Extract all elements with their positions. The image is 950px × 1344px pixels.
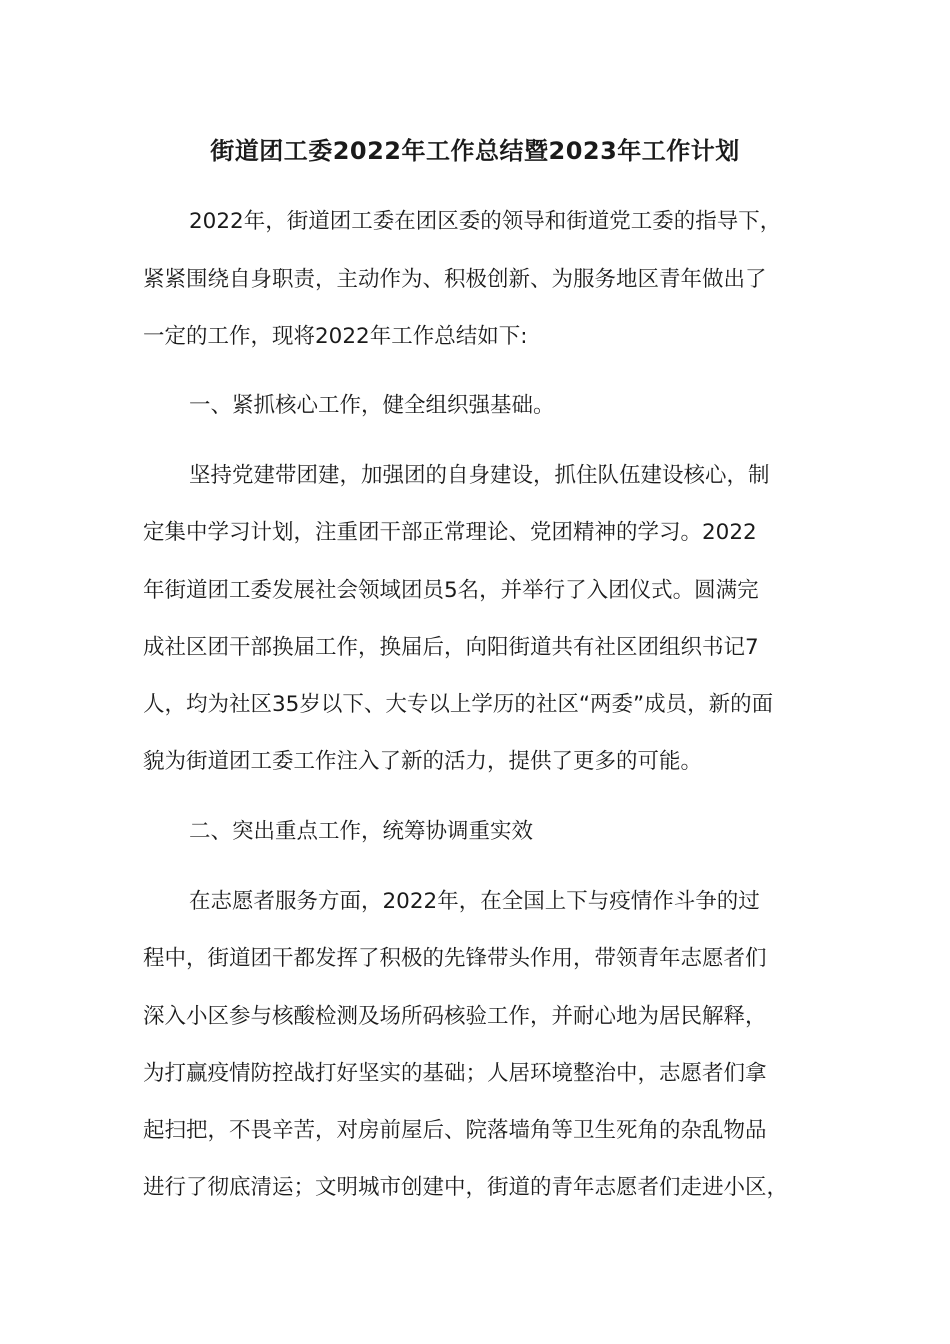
- paragraph-3-line-1: 在志愿者服务方面，2022年，在全国上下与疫情作斗争的过: [189, 889, 760, 914]
- paragraph-2-line-4: 成社区团干部换届工作，换届后，向阳街道共有社区团组织书记7: [143, 635, 759, 660]
- paragraph-1-line-1: 2022年，街道团工委在团区委的领导和街道党工委的指导下，: [189, 209, 782, 234]
- paragraph-1-line-3: 一定的工作，现将2022年工作总结如下:: [143, 324, 528, 349]
- paragraph-3-line-2: 程中，街道团干都发挥了积极的先锋带头作用，带领青年志愿者们: [143, 946, 767, 971]
- section-heading-1: 一、紧抓核心工作，健全组织强基础。: [189, 393, 555, 418]
- document-title: 街道团工委2022年工作总结暨2023年工作计划: [210, 137, 740, 165]
- paragraph-2-line-5: 人，均为社区35岁以下、大专以上学历的社区“两委”成员，新的面: [143, 692, 774, 717]
- paragraph-1-line-2: 紧紧围绕自身职责，主动作为、积极创新、为服务地区青年做出了: [143, 267, 767, 292]
- paragraph-2-line-1: 坚持党建带团建，加强团的自身建设，抓住队伍建设核心，制: [189, 463, 770, 488]
- paragraph-3-line-6: 进行了彻底清运；文明城市创建中，街道的青年志愿者们走进小区，: [143, 1175, 789, 1200]
- paragraph-2-line-3: 年街道团工委发展社会领域团员5名，并举行了入团仪式。圆满完: [143, 578, 759, 603]
- paragraph-3-line-5: 起扫把，不畏辛苦，对房前屋后、院落墙角等卫生死角的杂乱物品: [143, 1118, 767, 1143]
- paragraph-2-line-2: 定集中学习计划，注重团干部正常理论、党团精神的学习。2022: [143, 520, 757, 545]
- section-heading-2: 二、突出重点工作，统筹协调重实效: [189, 819, 534, 844]
- paragraph-3-line-4: 为打赢疫情防控战打好坚实的基础；人居环境整治中，志愿者们拿: [143, 1061, 767, 1086]
- paragraph-3-line-3: 深入小区参与核酸检测及场所码核验工作，并耐心地为居民解释，: [143, 1004, 767, 1029]
- paragraph-2-line-6: 貌为街道团工委工作注入了新的活力，提供了更多的可能。: [143, 749, 703, 774]
